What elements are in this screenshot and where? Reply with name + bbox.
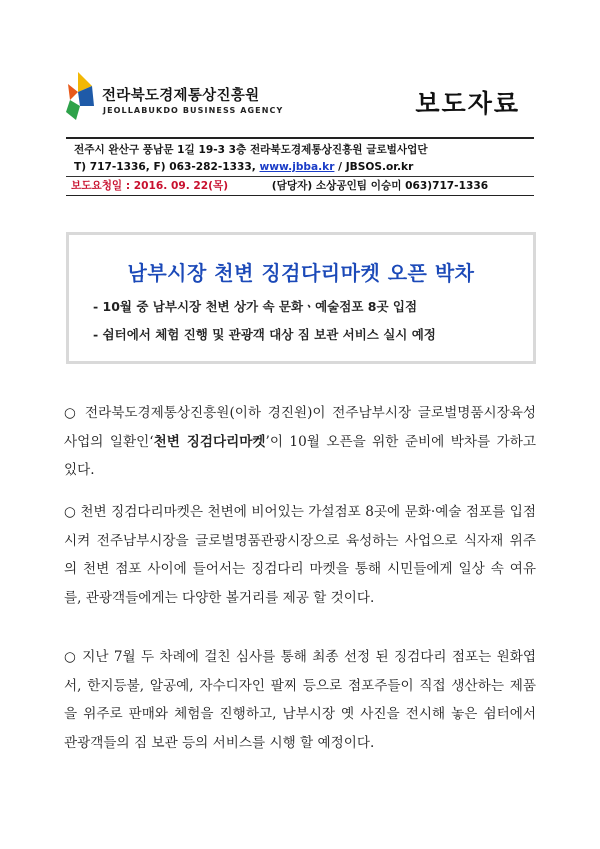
- phone-line: [66, 159, 534, 176]
- body-paragraph-3: ○ 지난 7월 두 차례에 걸친 심사를 통해 최종 선정 된 징검다리 점포는 원화엽서, 한지등불, 알공예, 자수디자인 팔찌 등으로 점포주들이 직접 생산하는 제품을 위주로 판매와 체험을 진행하고, 남부시장 옛 사진을 전시해 놓은 쉼터에서 관광객들의 짐 보관 등의 서비스를 시행 할 예정이다.: [64, 649, 536, 751]
- sns-address: / JBSOS.or.kr: [338, 161, 414, 173]
- agency-logo: [66, 72, 96, 120]
- subheading-1: - 10월 중 남부시장 천변 상가 속 문화ㆍ예술점포 8곳 입점: [93, 299, 418, 314]
- website-link[interactable]: www.jbba.kr: [259, 161, 335, 173]
- fax-number: F) 063-282-1333,: [153, 161, 256, 173]
- org-name-en: JEOLLABUKDO BUSINESS AGENCY: [103, 106, 284, 115]
- p1-market-name: 천변 징검다리마켓: [153, 433, 266, 450]
- body-paragraph-2: ○ 천변 징검다리마켓은 천변에 비어있는 가설점포 8곳에 문화·예술 점포를 입점시켜 전주남부시장을 글로벌명품관광시장으로 육성하는 사업으로 식자재 위주의 천변 점포 사이에 들어서는 징검다리 마켓을 통해 시민들에게 일상 속 여유를, 관광객들에게는 다양한 볼거리를 제공 할 것이다.: [64, 504, 536, 606]
- address-line: 전주시 완산구 풍남문 1길 19-3 3층 전라북도경제통상진흥원 글로벌사업단: [74, 144, 428, 156]
- contact-info-table: [66, 137, 534, 196]
- subheading-2: - 쉼터에서 체험 진행 및 관광객 대상 짐 보관 서비스 실시 예정: [93, 327, 436, 342]
- org-name-kr: 전라북도경제통상진흥원: [102, 88, 260, 104]
- request-row: [66, 176, 534, 195]
- p1-text-start: ○ 전라북도경제통상진흥원(이하 경진원)이 전주남부시장 글로벌명품시장육성사업의 일환인‘: [64, 405, 536, 450]
- tel-number: T) 717-1336,: [74, 161, 150, 173]
- document-type-title: 보도자료: [415, 89, 520, 118]
- p1-text-end: ’이 10월 오픈을 위한 준비에 박차를 가하고 있다.: [64, 433, 536, 478]
- headline: 남부시장 천변 징검다리마켓 오픈 박차: [127, 261, 475, 285]
- body-paragraph-1: [64, 399, 536, 485]
- request-date: 보도요청일 : 2016. 09. 22(목): [71, 180, 229, 192]
- contact-person: (담당자) 소상공인팀 이승미 063)717-1336: [271, 180, 489, 192]
- headline-box: [66, 232, 536, 364]
